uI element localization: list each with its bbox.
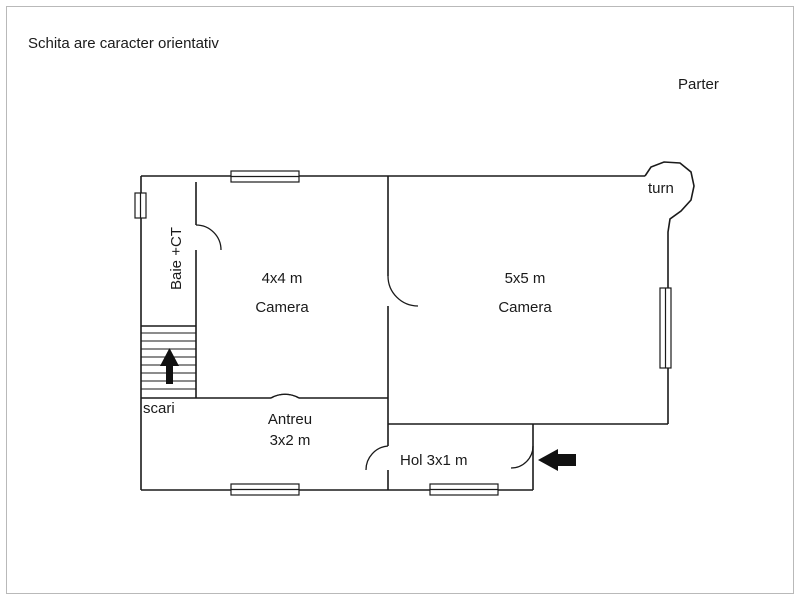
label-turn: turn — [648, 180, 674, 197]
stairs-direction-arrow — [160, 348, 179, 384]
label-baie: Baie +CT — [168, 227, 185, 290]
label-antreu-size: 3x2 m — [269, 432, 311, 449]
window-bottom-left — [231, 484, 299, 495]
floor-level-label: Parter — [678, 76, 719, 93]
label-camera-4x4-type: Camera — [255, 299, 309, 316]
window-right — [660, 288, 671, 368]
door-entrance — [511, 446, 533, 468]
window-top-left — [231, 171, 299, 182]
door-antreu — [271, 394, 299, 398]
entrance-arrow — [538, 449, 576, 471]
window-bottom-hol — [430, 484, 498, 495]
label-hol: Hol 3x1 m — [400, 452, 468, 469]
label-camera-5x5-size: 5x5 m — [504, 270, 546, 287]
label-antreu-name: Antreu — [267, 411, 313, 428]
page-title: Schita are caracter orientativ — [28, 35, 219, 52]
door-camera-4x4 — [388, 276, 418, 306]
window-left-baie — [135, 193, 146, 218]
label-camera-5x5-type: Camera — [498, 299, 552, 316]
door-baie — [196, 225, 221, 250]
label-camera-4x4-size: 4x4 m — [261, 270, 303, 287]
label-scari: scari — [143, 400, 175, 417]
door-hol-left — [366, 446, 388, 470]
